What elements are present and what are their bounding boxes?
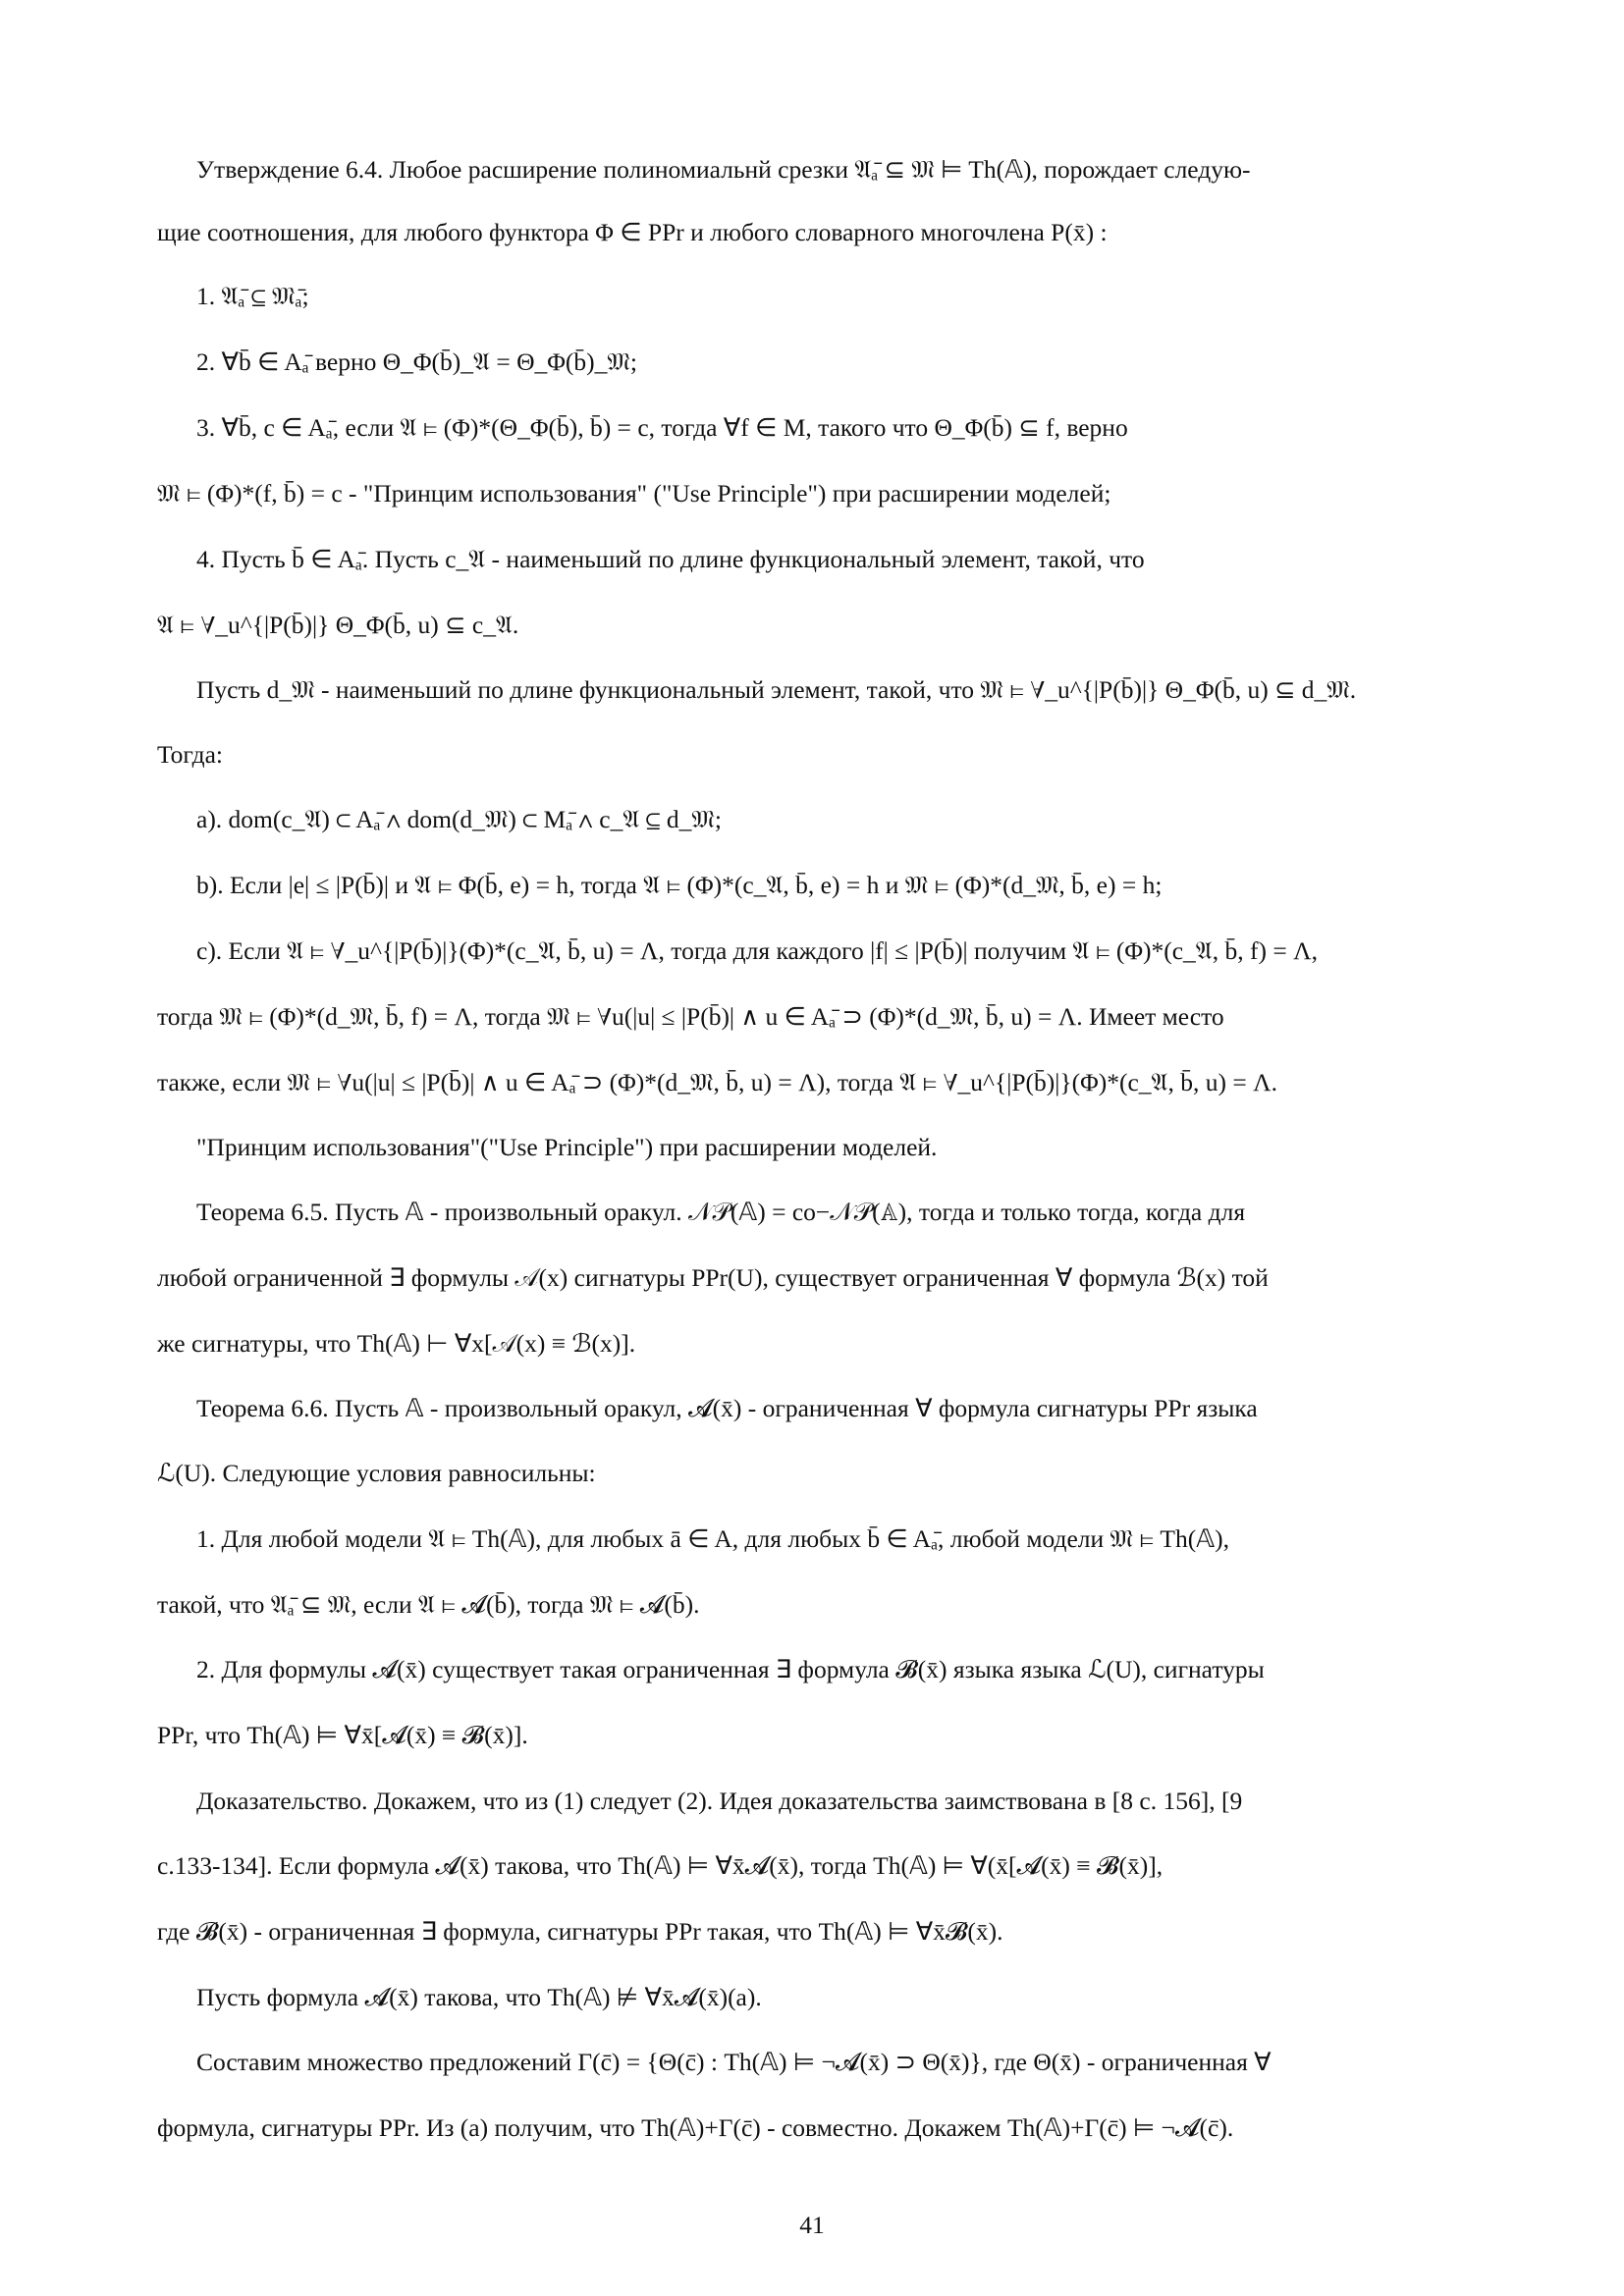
text-line: такой, что 𝔄ₐ̄ ⊆ 𝔐, если 𝔄 ⊨ 𝓐(b̄), тогда 𝔐 ⊨ 𝓐(b̄). — [157, 1590, 700, 1619]
text-line: 1. Для любой модели 𝔄 ⊨ Th(𝔸), для любых ā ∈ A, для любых b̄ ∈ Aₐ̄, любой модели 𝔐 ⊨ Th(𝔸), — [196, 1524, 1229, 1553]
text-line: с.133-134]. Если формула 𝓐(x̄) такова, что Th(𝔸) ⊨ ∀x̄𝓐(x̄), тогда Th(𝔸) ⊨ ∀(x̄[𝓐(x̄) ≡ 𝓑(x̄)], — [157, 1851, 1164, 1880]
text-line: Пусть формула 𝓐(x̄) такова, что Th(𝔸) ⊭ ∀x̄𝓐(x̄)(a). — [196, 1983, 762, 2011]
text-line: тогда 𝔐 ⊨ (Φ)*(d_𝔐, b̄, f) = Λ, тогда 𝔐 ⊨ ∀u(|u| ≤ |P(b̄)| ∧ u ∈ Aₐ̄ ⊃ (Φ)*(d_𝔐, b̄, u) = Λ. Имеет место — [157, 1002, 1224, 1031]
text-line: 2. ∀b̄ ∈ Aₐ̄ верно Θ_Φ(b̄)_𝔄 = Θ_Φ(b̄)_𝔐; — [196, 347, 637, 376]
text-line: Доказательство. Докажем, что из (1) следует (2). Идея доказательства заимствована в [8 с. 156], [9 — [196, 1787, 1243, 1815]
text-line: b). Если |e| ≤ |P(b̄)| и 𝔄 ⊨ Φ(b̄, e) = h, тогда 𝔄 ⊨ (Φ)*(c_𝔄, b̄, e) = h и 𝔐 ⊨ (Φ)*(d_𝔐, b̄, e) = h; — [196, 871, 1163, 899]
text-line: c). Если 𝔄 ⊨ ∀_u^{|P(b̄)|}(Φ)*(c_𝔄, b̄, u) = Λ, тогда для каждого |f| ≤ |P(b̄)| получим 𝔄 ⊨ (Φ)*(c_𝔄, b̄, f) = Λ, — [196, 936, 1318, 965]
text-line: Утверждение 6.4. Любое расширение полиномиальнй срезки 𝔄ₐ̄ ⊆ 𝔐 ⊨ Th(𝔸), порождает следую- — [196, 155, 1251, 184]
text-line: Составим множество предложений Γ(c̄) = {Θ(c̄) : Th(𝔸) ⊨ ¬𝓐(x̄) ⊃ Θ(x̄)}, где Θ(x̄) - ограниченная ∀ — [196, 2048, 1272, 2076]
text-line: a). dom(c_𝔄) ⊂ Aₐ̄ ∧ dom(d_𝔐) ⊂ Mₐ̄ ∧ c_𝔄 ⊆ d_𝔐; — [196, 805, 722, 833]
text-line: Теорема 6.6. Пусть 𝔸 - произвольный оракул, 𝓐(x̄) - ограниченная ∀ формула сигнатуры PPr языка — [196, 1394, 1258, 1422]
page-number: 41 — [799, 2211, 825, 2239]
text-line: 2. Для формулы 𝓐(x̄) существует такая ограниченная ∃ формула 𝓑(x̄) языка языка ℒ(U), сигнатуры — [196, 1655, 1265, 1683]
text-line: 𝔐 ⊨ (Φ)*(f, b̄) = c - "Принцим использования" ("Use Principle") при расширении моделей; — [157, 479, 1111, 507]
text-line: также, если 𝔐 ⊨ ∀u(|u| ≤ |P(b̄)| ∧ u ∈ Aₐ̄ ⊃ (Φ)*(d_𝔐, b̄, u) = Λ), тогда 𝔄 ⊨ ∀_u^{|P(b̄)|}(Φ)*(c_𝔄, b̄, u) = Λ. — [157, 1068, 1277, 1096]
text-line: же сигнатуры, что Th(𝔸) ⊢ ∀x[𝒜(x) ≡ ℬ(x)]. — [157, 1329, 636, 1358]
text-line: любой ограниченной ∃ формулы 𝒜(x) сигнатуры PPr(U), существует ограниченная ∀ формула ℬ(x) той — [157, 1263, 1269, 1292]
text-line: Пусть d_𝔐 - наименьший по длине функциональный элемент, такой, что 𝔐 ⊨ ∀_u^{|P(b̄)|} Θ_Φ(b̄, u) ⊆ d_𝔐. — [196, 675, 1357, 704]
text-line: Теорема 6.5. Пусть 𝔸 - произвольный оракул. 𝒩𝒫(𝔸) = co−𝒩𝒫(𝔸), тогда и только тогда, когда для — [196, 1198, 1246, 1226]
text-line: 3. ∀b̄, c ∈ Aₐ̄, если 𝔄 ⊨ (Φ)*(Θ_Φ(b̄), b̄) = c, тогда ∀f ∈ M, такого что Θ_Φ(b̄) ⊆ f, верно — [196, 413, 1128, 442]
text-line: 4. Пусть b̄ ∈ Aₐ̄. Пусть c_𝔄 - наименьший по длине функциональный элемент, такой, что — [196, 545, 1145, 573]
text-line: Тогда: — [157, 740, 223, 769]
text-line: "Принцим использования"("Use Principle") при расширении моделей. — [196, 1133, 938, 1161]
text-line: где 𝓑(x̄) - ограниченная ∃ формула, сигнатуры PPr такая, что Th(𝔸) ⊨ ∀x̄𝓑(x̄). — [157, 1917, 1003, 1946]
text-line: формула, сигнатуры PPr. Из (a) получим, что Th(𝔸)+Γ(c̄) - совместно. Докажем Th(𝔸)+Γ(c̄) ⊨ ¬𝓐(c̄). — [157, 2113, 1234, 2142]
text-line: щие соотношения, для любого функтора Φ ∈ PPr и любого словарного многочлена P(x̄) : — [157, 218, 1108, 246]
text-line: 𝔄 ⊨ ∀_u^{|P(b̄)|} Θ_Φ(b̄, u) ⊆ c_𝔄. — [157, 611, 519, 639]
text-line: ℒ(U). Следующие условия равносильны: — [157, 1459, 596, 1487]
text-line: 1. 𝔄ₐ̄ ⊆ 𝔐ₐ̄; — [196, 282, 309, 310]
text-line: PPr, что Th(𝔸) ⊨ ∀x̄[𝓐(x̄) ≡ 𝓑(x̄)]. — [157, 1721, 528, 1749]
